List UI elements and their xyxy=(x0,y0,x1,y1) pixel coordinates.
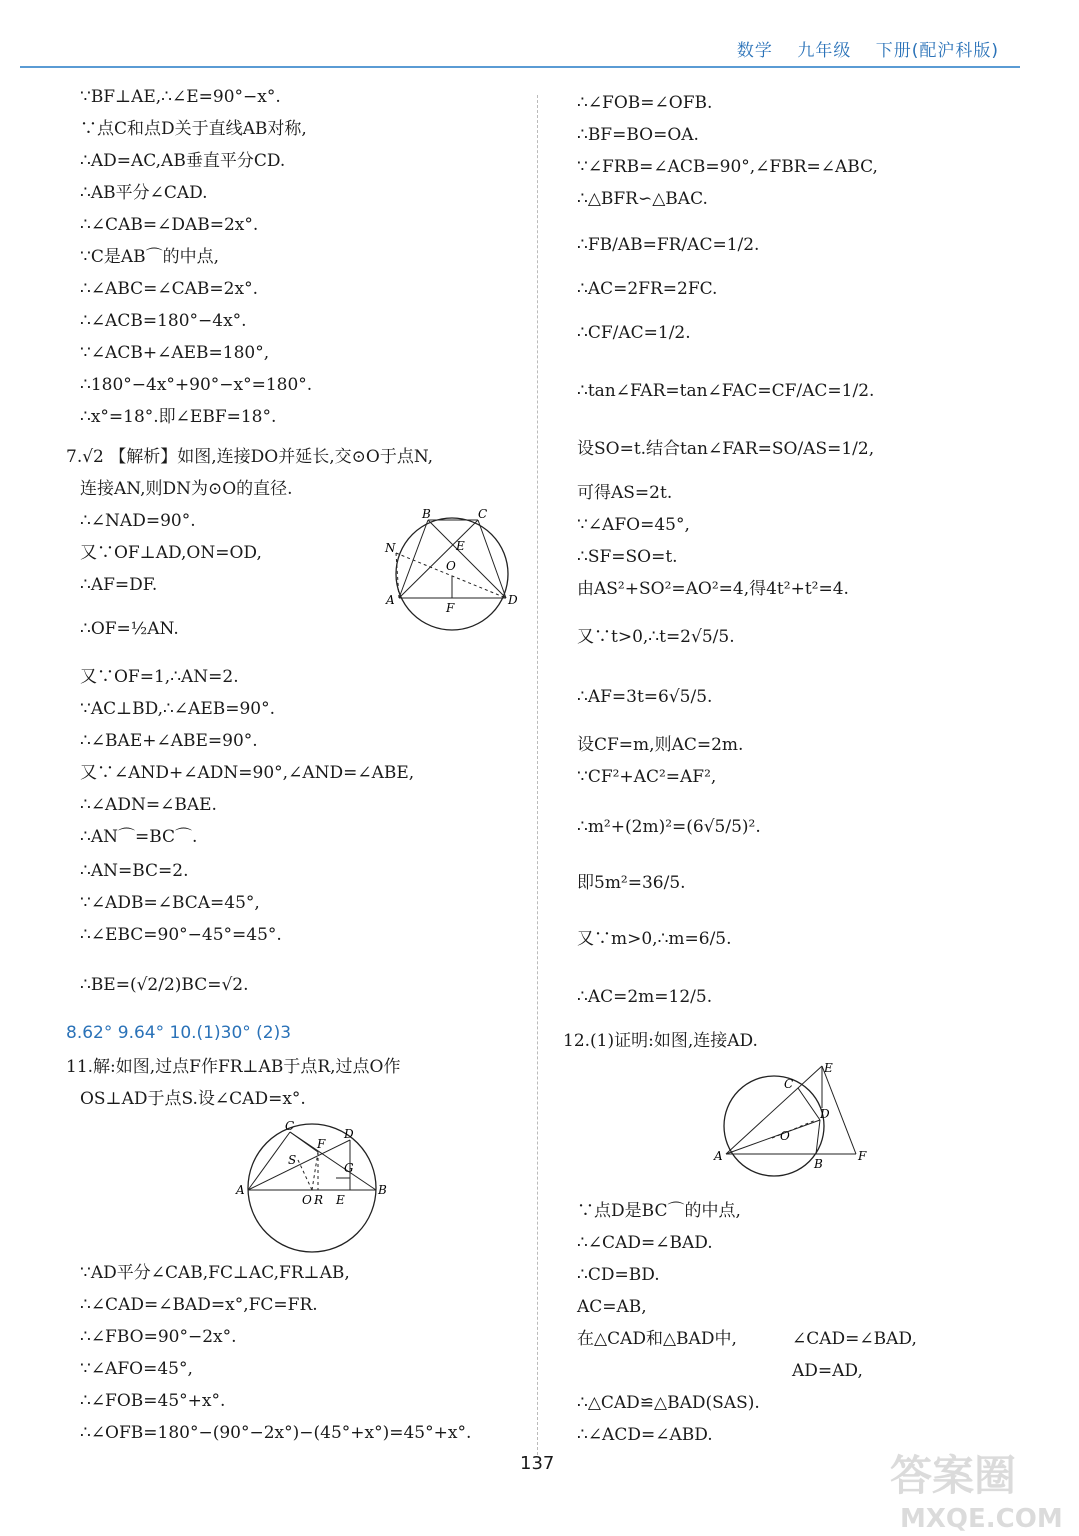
fig11-label-D: D xyxy=(344,1127,354,1141)
text-line: ∴∠ABC=∠CAB=2x°. xyxy=(80,279,258,299)
text-line: ∴FB/AB=FR/AC=1/2. xyxy=(577,235,760,255)
text-line: ∵AC⊥BD,∴∠AEB=90°. xyxy=(80,699,276,719)
text-line: ∴AB平分∠CAD. xyxy=(80,183,208,203)
text-line: ∴∠BAE+∠ABE=90°. xyxy=(80,731,258,751)
text-line: 由AS²+SO²=AO²=4,得4t²+t²=4. xyxy=(577,579,849,599)
fig11-label-F: F xyxy=(317,1137,326,1151)
text-line: ∴AN=BC=2. xyxy=(80,861,189,881)
question-7-line: 7.√2 【解析】如图,连接DO并延长,交⊙O于点N, xyxy=(66,447,434,467)
text-line: ∵C是AB⌒的中点, xyxy=(80,247,219,267)
fig7-label-D: D xyxy=(508,593,518,607)
text-line: 又∵∠AND+∠ADN=90°,∠AND=∠ABE, xyxy=(80,763,415,783)
text-line: ∴∠NAD=90°. xyxy=(80,511,196,531)
text-line: 又∵t>0,∴t=2√5/5. xyxy=(577,627,735,647)
text-line: ∴BE=(√2/2)BC=√2. xyxy=(80,975,249,995)
answers-8-10-line: 8.62° 9.64° 10.(1)30° (2)3 xyxy=(66,1023,292,1043)
header-rule xyxy=(20,66,1020,68)
page-header xyxy=(719,36,999,61)
text-line: 又∵m>0,∴m=6/5. xyxy=(577,929,732,949)
text-line: ∴AN⌒=BC⌒. xyxy=(80,827,198,847)
question-12-line: 12.(1)证明:如图,连接AD. xyxy=(563,1031,758,1051)
svg-text:MXQE.COM: MXQE.COM xyxy=(900,1504,1063,1534)
column-divider xyxy=(537,95,538,1455)
text-line: ∴OF=½AN. xyxy=(80,619,179,639)
fig11-label-C: C xyxy=(285,1119,295,1133)
text-line: 设SO=t.结合tan∠FAR=SO/AS=1/2, xyxy=(577,439,875,459)
text-line: 又∵OF=1,∴AN=2. xyxy=(80,667,239,687)
text-line: ∴AF=DF. xyxy=(80,575,158,595)
text-line: ∴∠CAB=∠DAB=2x°. xyxy=(80,215,259,235)
text-line: AD=AD, xyxy=(792,1361,863,1381)
text-line: ∴tan∠FAR=tan∠FAC=CF/AC=1/2. xyxy=(577,381,875,401)
text-line: ∵点C和点D关于直线AB对称, xyxy=(80,119,307,139)
fig7-label-N: N xyxy=(385,541,396,555)
fig7-label-E: E xyxy=(456,539,465,553)
text-line: ∴∠CAD=∠BAD. xyxy=(577,1233,713,1253)
fig7-label-O: O xyxy=(446,559,456,573)
text-line: ∴180°−4x°+90°−x°=180°. xyxy=(80,375,313,395)
text-line: ∴∠FOB=∠OFB. xyxy=(577,93,713,113)
header-subject: 数学 xyxy=(736,41,773,61)
text-line: ∴AC=2m=12/5. xyxy=(577,987,713,1007)
text-line: ∴∠OFB=180°−(90°−2x°)−(45°+x°)=45°+x°. xyxy=(80,1423,472,1443)
text-line: ∴CD=BD. xyxy=(577,1265,660,1285)
text-line: ∴△BFR∽△BAC. xyxy=(577,189,708,209)
fig11-label-O: O xyxy=(302,1193,312,1207)
text-line: ∴BF=BO=OA. xyxy=(577,125,699,145)
text-line: ∵∠AFO=45°, xyxy=(80,1359,193,1379)
fig11-label-R: R xyxy=(314,1193,324,1207)
text-line: 在△CAD和△BAD中, xyxy=(577,1329,737,1349)
fig12-label-A: A xyxy=(714,1149,723,1163)
text-line: ∵BF⊥AE,∴∠E=90°−x°. xyxy=(80,87,281,107)
fig11-label-B: B xyxy=(378,1183,387,1197)
text-line: ∴∠ACB=180°−4x°. xyxy=(80,311,247,331)
text-line: ∵∠AFO=45°, xyxy=(577,515,690,535)
page-number: 137 xyxy=(520,1453,555,1474)
header-edition: 下册(配沪科版) xyxy=(875,41,999,61)
text-line: ∵∠ACB+∠AEB=180°, xyxy=(80,343,270,363)
text-line: ∴x°=18°.即∠EBF=18°. xyxy=(80,407,277,427)
text-line: ∴∠EBC=90°−45°=45°. xyxy=(80,925,282,945)
fig11-label-G: G xyxy=(344,1161,354,1175)
question-11-line: 11.解:如图,过点F作FR⊥AB于点R,过点O作 xyxy=(66,1057,401,1077)
fig7-label-B: B xyxy=(422,508,431,521)
text-line: ∴AD=AC,AB垂直平分CD. xyxy=(80,151,286,171)
text-line: ∴AF=3t=6√5/5. xyxy=(577,687,713,707)
text-line: ∠CAD=∠BAD, xyxy=(792,1329,917,1349)
text-line: AC=AB, xyxy=(577,1297,647,1317)
text-line: ∴∠FBO=90°−2x°. xyxy=(80,1327,237,1347)
text-line: ∵AD平分∠CAB,FC⊥AC,FR⊥AB, xyxy=(80,1263,350,1283)
text-line: ∴△CAD≌△BAD(SAS). xyxy=(577,1393,760,1413)
figure-q11 xyxy=(232,1116,392,1256)
text-line: ∴SF=SO=t. xyxy=(577,547,678,567)
text-line: ∴∠ACD=∠ABD. xyxy=(577,1425,713,1445)
fig11-label-S: S xyxy=(288,1153,297,1167)
text-line: 可得AS=2t. xyxy=(577,483,673,503)
header-grade: 九年级 xyxy=(797,41,852,61)
fig7-label-F: F xyxy=(446,601,455,615)
fig12-label-O: O xyxy=(780,1129,790,1143)
figure-q12 xyxy=(712,1058,877,1178)
text-line: ∴∠ADN=∠BAE. xyxy=(80,795,217,815)
fig11-label-A: A xyxy=(236,1183,245,1197)
text-line: 连接AN,则DN为⊙O的直径. xyxy=(80,479,293,499)
fig12-label-D: D xyxy=(820,1107,830,1121)
text-line: ∵∠FRB=∠ACB=90°,∠FBR=∠ABC, xyxy=(577,157,878,177)
fig11-label-E: E xyxy=(336,1193,345,1207)
text-line: ∵∠ADB=∠BCA=45°, xyxy=(80,893,260,913)
text-line: 即5m²=36/5. xyxy=(577,873,686,893)
fig12-label-F: F xyxy=(858,1149,867,1163)
text-line: 设CF=m,则AC=2m. xyxy=(577,735,744,755)
text-line: ∴AC=2FR=2FC. xyxy=(577,279,718,299)
fig12-label-C: C xyxy=(784,1077,794,1091)
text-line: ∴m²+(2m)²=(6√5/5)². xyxy=(577,817,761,837)
text-line: 又∵OF⊥AD,ON=OD, xyxy=(80,543,262,563)
watermark-logo xyxy=(880,1445,1070,1535)
fig7-label-C: C xyxy=(478,508,488,521)
text-line: ∴∠CAD=∠BAD=x°,FC=FR. xyxy=(80,1295,318,1315)
text-line: OS⊥AD于点S.设∠CAD=x°. xyxy=(80,1089,306,1109)
fig12-label-B: B xyxy=(814,1157,823,1171)
figure-q7 xyxy=(382,508,522,638)
svg-text:答案圈: 答案圈 xyxy=(890,1451,1017,1500)
fig12-label-E: E xyxy=(824,1061,833,1075)
text-line: ∵CF²+AC²=AF², xyxy=(577,767,717,787)
text-line: ∴CF/AC=1/2. xyxy=(577,323,691,343)
fig7-label-A: A xyxy=(386,593,395,607)
text-line: ∴∠FOB=45°+x°. xyxy=(80,1391,226,1411)
text-line: ∵点D是BC⌒的中点, xyxy=(577,1201,741,1221)
